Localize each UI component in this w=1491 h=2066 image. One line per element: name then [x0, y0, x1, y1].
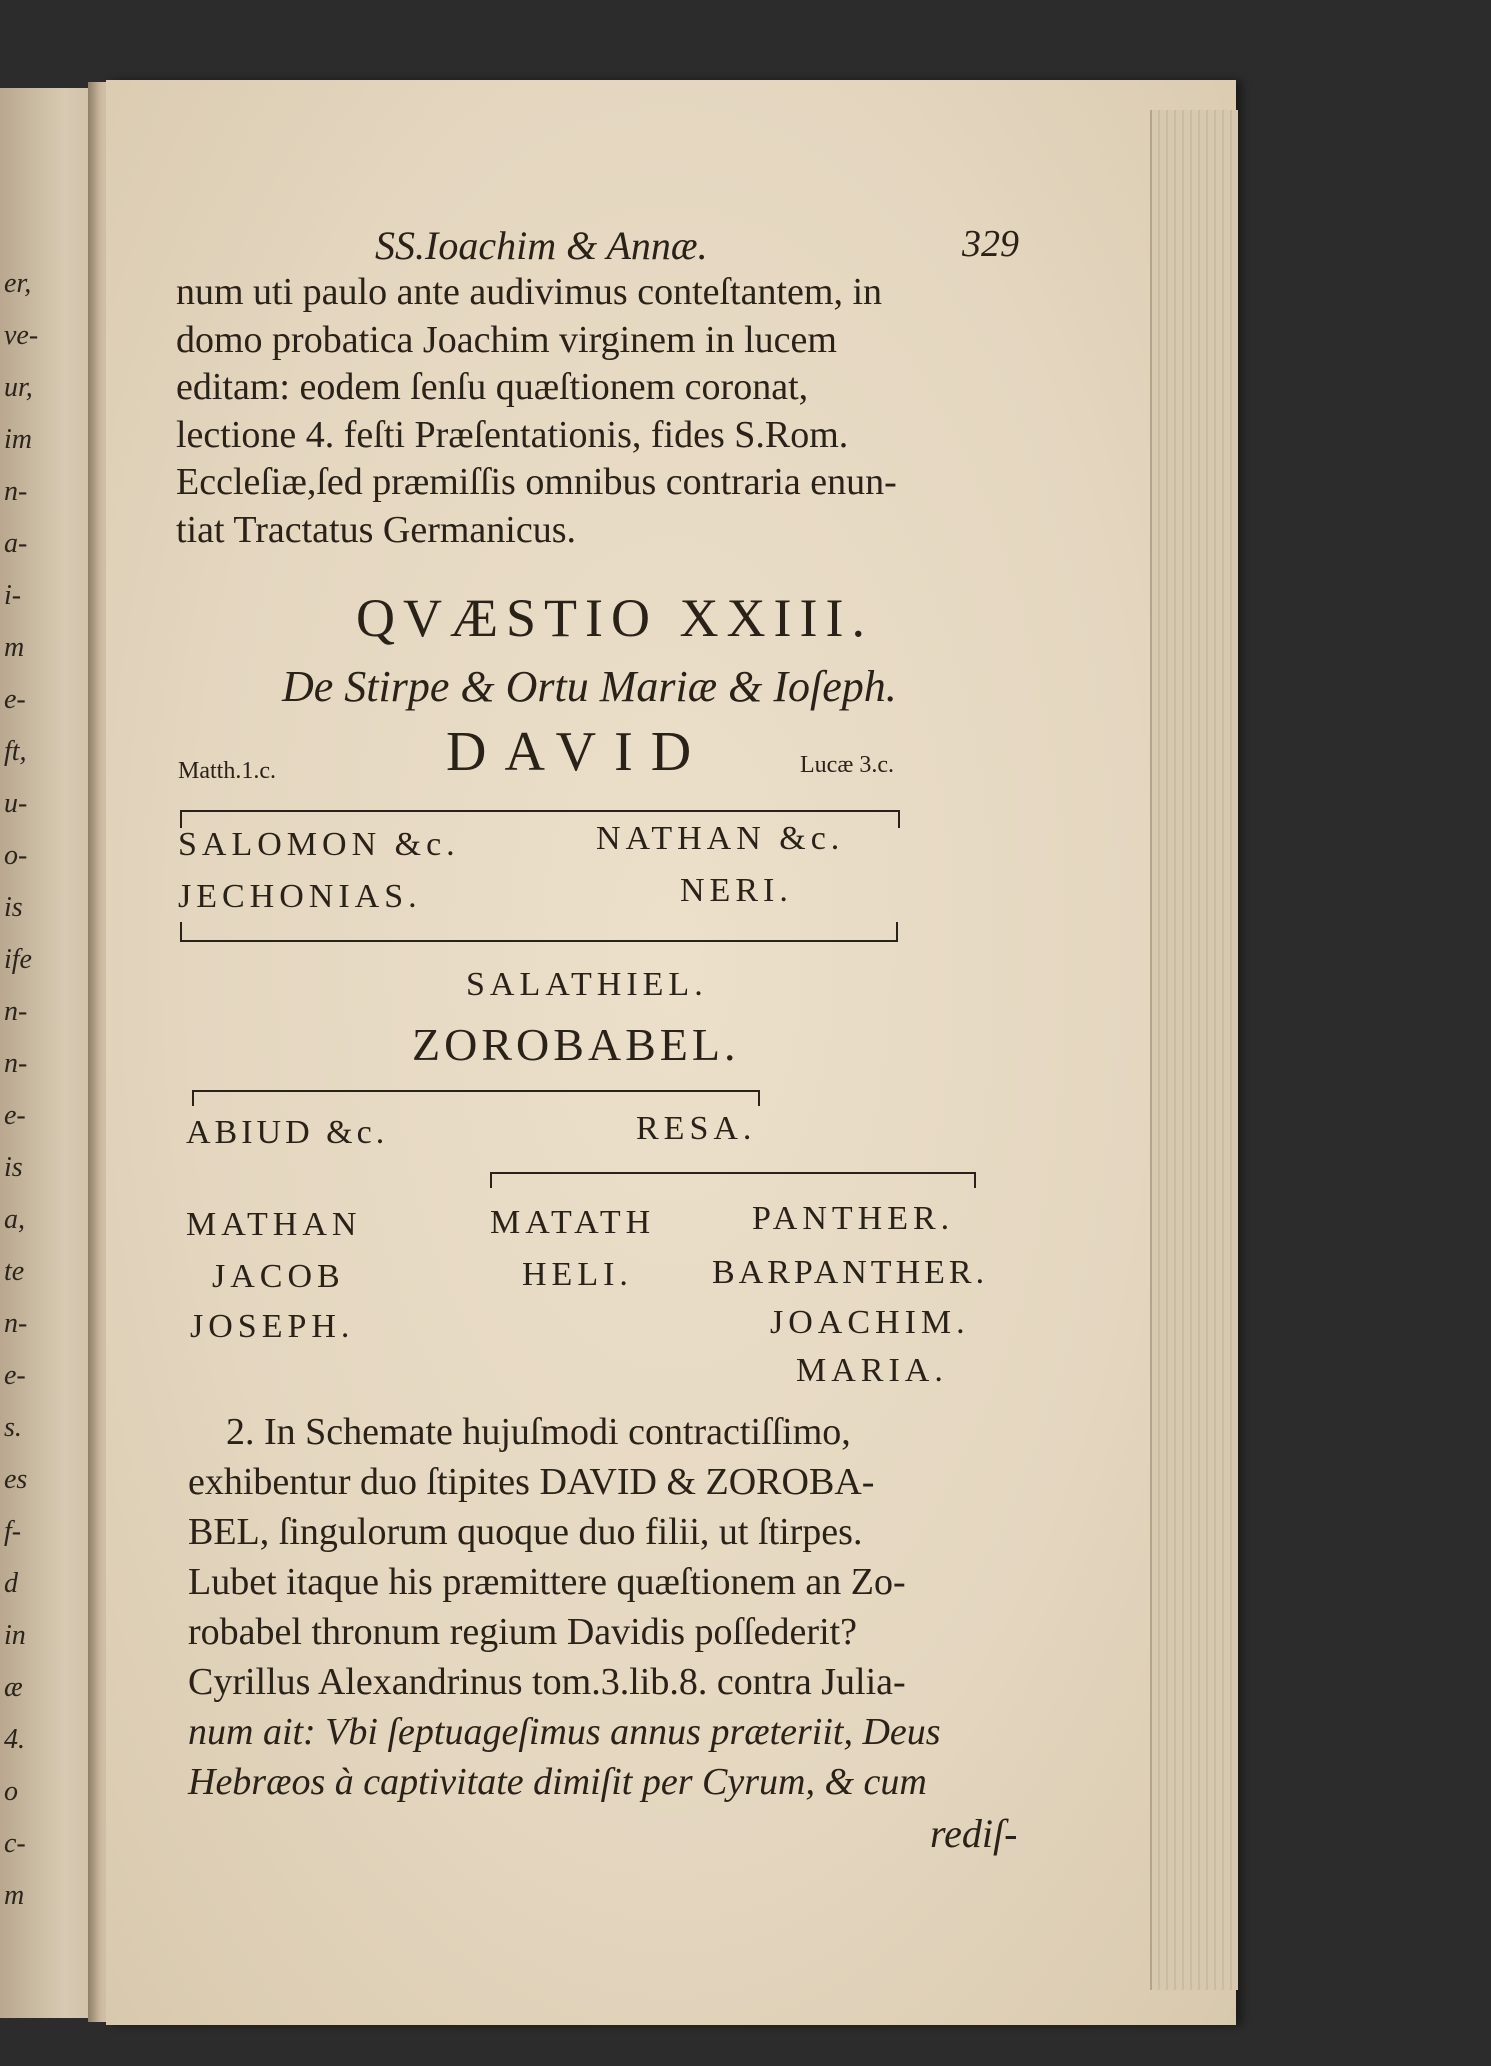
- question-title: QVÆSTIO XXIII.: [356, 588, 873, 648]
- left-page-fragment: o: [4, 1776, 18, 1807]
- brace-david: [180, 810, 900, 812]
- root-david: DAVID: [446, 721, 710, 783]
- brace-join: [180, 940, 898, 942]
- left-page-fragment: 4.: [4, 1724, 25, 1755]
- brace-zorobabel: [192, 1090, 760, 1092]
- page-edges: [1150, 110, 1238, 1990]
- text-line: Eccleſiæ,ſed præmiſſis omnibus contraria enun-: [176, 461, 897, 503]
- left-page-fragment: e-: [4, 1360, 26, 1391]
- question-subtitle: De Stirpe & Ortu Mariæ & Ioſeph.: [282, 662, 897, 711]
- left-page-fragment: c-: [4, 1828, 26, 1859]
- text-line: Cyrillus Alexandrinus tom.3.lib.8. contra Julia-: [188, 1661, 906, 1703]
- left-page-fragment: d: [4, 1568, 18, 1599]
- left-page-fragment: e-: [4, 1100, 26, 1131]
- resa: RESA.: [636, 1110, 757, 1147]
- left-page-fragment: ur,: [4, 372, 33, 403]
- text-line: Lubet itaque his præmittere quæſtionem an Zo-: [188, 1561, 906, 1603]
- ref-luke: Lucæ 3.c.: [800, 752, 894, 778]
- left-page-fragment: æ: [4, 1672, 23, 1703]
- left-page-fragment: in: [4, 1620, 26, 1651]
- left-page-fragment: er,: [4, 268, 32, 299]
- left-page-fragment: m: [4, 632, 25, 663]
- left-page-fragment: o-: [4, 840, 28, 871]
- mathan: MATHAN: [186, 1206, 362, 1243]
- text-line: exhibentur duo ſtipites DAVID & ZOROBA-: [188, 1461, 875, 1503]
- ref-matthew: Matth.1.c.: [178, 758, 276, 784]
- matath: MATATH: [490, 1204, 656, 1241]
- left-page-fragment: i-: [4, 580, 22, 611]
- heli: HELI.: [522, 1256, 633, 1293]
- left-page-fragment: a-: [4, 528, 28, 559]
- text-line: domo probatica Joachim virginem in lucem: [176, 318, 837, 361]
- page-number: 329: [962, 223, 1019, 265]
- left-page-fragment: e-: [4, 684, 26, 715]
- maria: MARIA.: [796, 1352, 948, 1389]
- abiud: ABIUD &c.: [186, 1114, 389, 1151]
- text-line: robabel thronum regium Davidis poſſederit?: [188, 1611, 858, 1653]
- text-line: 2. In Schemate hujuſmodi contractiſſimo,: [226, 1411, 851, 1453]
- left-page-fragment: n-: [4, 996, 28, 1027]
- left-page-fragment: ve-: [4, 320, 39, 351]
- left-page-fragment: is: [4, 892, 23, 923]
- text-line: num uti paulo ante audivimus conteſtantem, in: [176, 271, 883, 313]
- brace-resa: [490, 1172, 976, 1174]
- left-page-fragment: n-: [4, 1048, 28, 1079]
- left-page-fragment: u-: [4, 788, 28, 819]
- left-page-fragment: es: [4, 1464, 28, 1495]
- text-line: Hebræos à captivitate dimiſit per Cyrum, & cum: [188, 1761, 927, 1803]
- left-page-fragment: ife: [4, 944, 32, 975]
- salathiel: SALATHIEL.: [466, 966, 708, 1003]
- running-title: SS.Ioachim & Annæ.: [375, 223, 708, 268]
- text-line: editam: eodem ſenſu quæſtionem coronat,: [176, 366, 809, 408]
- left-page-fragment: a,: [4, 1204, 25, 1235]
- neri: NERI.: [680, 872, 793, 909]
- left-page-fragment: im: [4, 424, 32, 455]
- left-page-fragment: te: [4, 1256, 25, 1287]
- left-page-fragment: s.: [4, 1412, 22, 1443]
- left-page-fragment: n-: [4, 476, 28, 507]
- zorobabel: ZOROBABEL.: [412, 1019, 740, 1070]
- text-line: lectione 4. feſti Præſentationis, fides S.Rom.: [176, 413, 849, 456]
- nathan: NATHAN &c.: [596, 820, 845, 857]
- jacob: JACOB: [212, 1258, 345, 1295]
- salomon: SALOMON &c.: [178, 826, 460, 863]
- text-line: BEL, ſingulorum quoque duo filii, ut ſtirpes.: [188, 1511, 863, 1553]
- text-line: num ait: Vbi ſeptuageſimus annus præteriit, Deus: [188, 1711, 941, 1753]
- panther: PANTHER.: [752, 1200, 955, 1237]
- joseph: JOSEPH.: [190, 1308, 355, 1345]
- text-line: tiat Tractatus Germanicus.: [176, 508, 576, 551]
- left-page-fragment: m: [4, 1880, 25, 1911]
- left-page-fragment: ft,: [4, 736, 27, 767]
- left-page-fragment: f-: [4, 1516, 22, 1547]
- joachim: JOACHIM.: [770, 1304, 970, 1341]
- left-page-fragment: is: [4, 1152, 23, 1183]
- left-page-fragment: n-: [4, 1308, 28, 1339]
- catchword: rediſ-: [930, 1811, 1018, 1856]
- barpanther: BARPANTHER.: [712, 1254, 989, 1291]
- jechonias: JECHONIAS.: [178, 878, 422, 915]
